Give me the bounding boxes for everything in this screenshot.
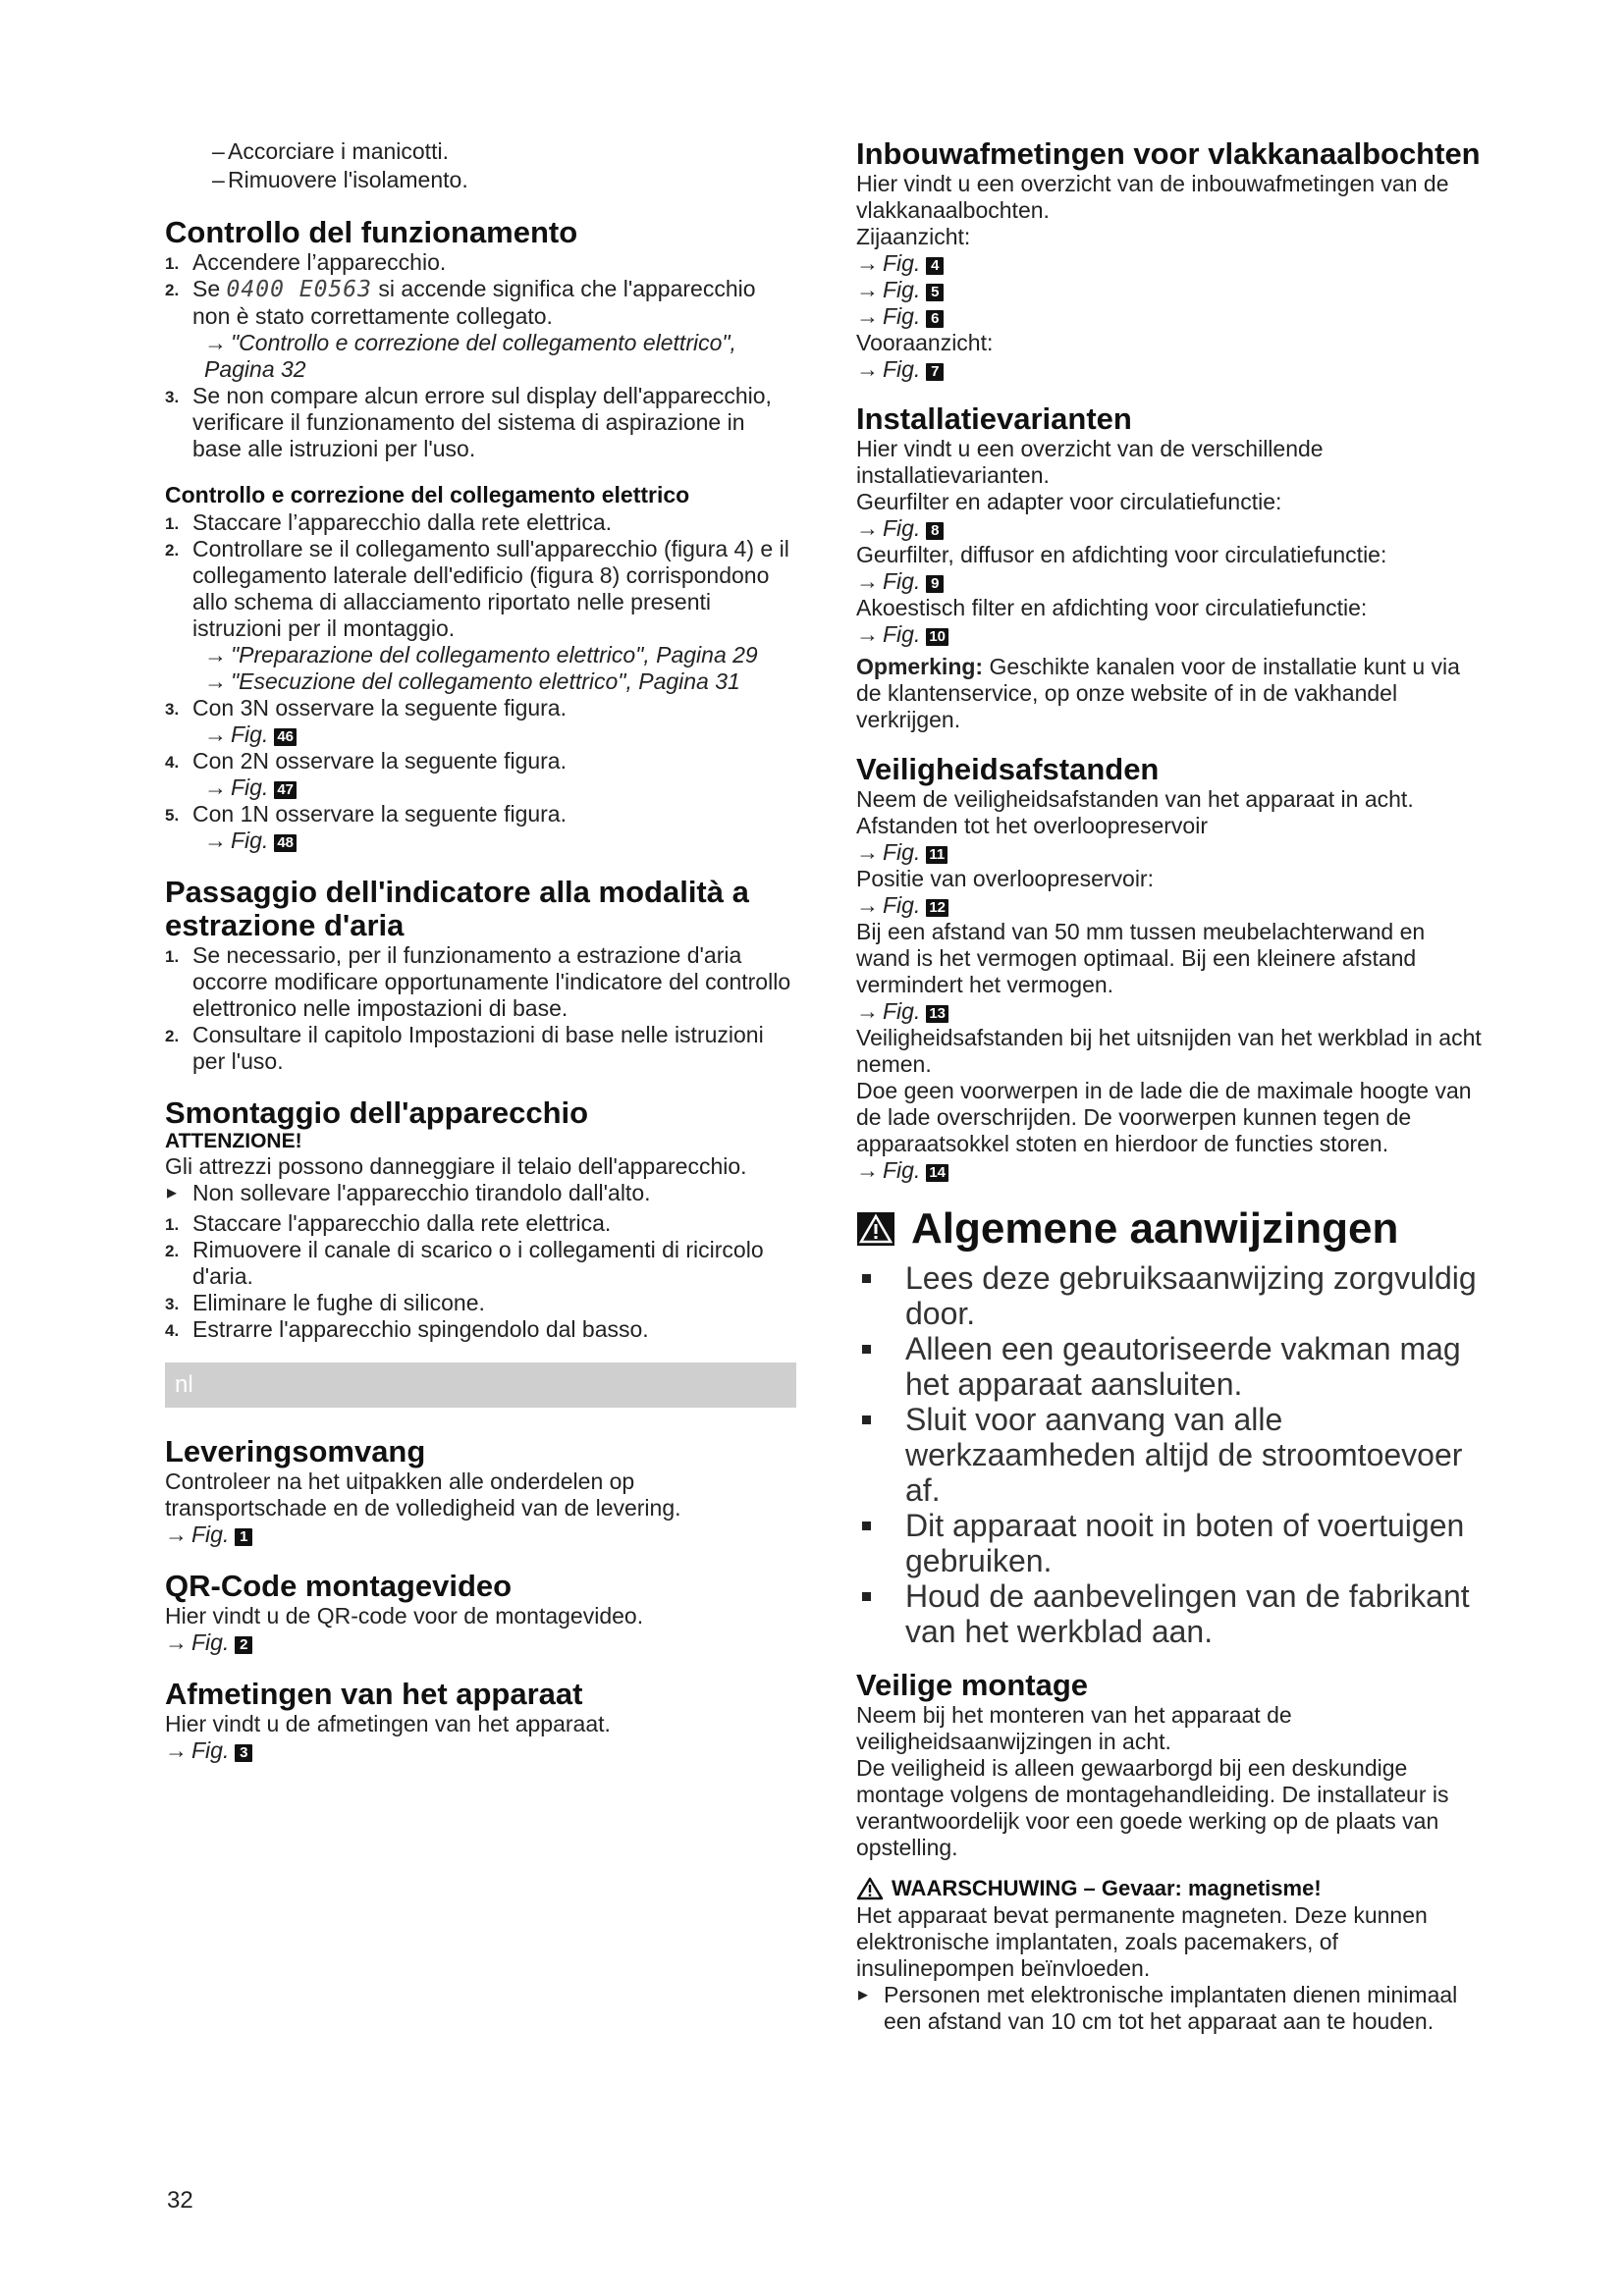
list-item: 3. Con 3N osservare la seguente figura. → Fig. 46 (165, 695, 796, 748)
step-text: Staccare l'apparecchio dalla rete elettrica. (192, 1210, 612, 1236)
step-text: Consultare il capitolo Impostazioni di base nelle istruzioni per l'uso. (192, 1022, 764, 1074)
step-text: Accendere l’apparecchio. (192, 249, 447, 275)
step-text: Con 2N osservare la seguente figura. (192, 748, 567, 774)
disassembly-steps (165, 1210, 796, 1343)
step-text: Con 3N osservare la seguente figura. (192, 695, 567, 721)
section-heading-qr-code: QR-Code montagevideo (165, 1569, 513, 1603)
list-item: 1. Staccare l’apparecchio dalla rete elettrica. (165, 509, 613, 535)
step-text: Rimuovere il canale di scarico o i collegamenti di ricircolo d'aria. (192, 1237, 764, 1289)
step-text: Con 1N osservare la seguente figura. (192, 801, 567, 827)
figure-reference: → Fig. 47 (192, 774, 796, 801)
list-item: Houd de aanbevelingen van de fabrikant van het werkblad aan. (856, 1578, 1485, 1649)
side-view-label: Zijaanzicht: (856, 224, 971, 249)
section-heading-exhaust-mode: Passaggio dell'indicatore alla modalità a estrazione d'aria (165, 875, 749, 942)
list-item: ▸ Personen met elektronische implantaten dienen minimaal een afstand van 10 cm tot het apparaat aan te houden. (856, 1982, 1485, 2035)
flat-duct-text: Hier vindt u een overzicht van de inbouwafmetingen van de vlakkanaalbochten. (856, 171, 1449, 223)
distances-text: Veiligheidsafstanden bij het uitsnijden van het werkblad in acht nemen. (856, 1025, 1482, 1077)
list-item: 3. Se non compare alcun errore sul display dell'apparecchio, verificare il funzionamento del sistema di aspirazione in base alle istruzioni per l'uso. (165, 383, 772, 461)
list-item: 3. Eliminare le fughe di silicone. (165, 1290, 485, 1315)
cross-reference-text: "Preparazione del collegamento elettrico", Pagina 29 (231, 642, 758, 667)
list-item: 5. Con 1N osservare la seguente figura. → Fig. 48 (165, 801, 796, 854)
dimensions-text: Hier vindt u de afmetingen van het apparaat. (165, 1711, 611, 1736)
figure-number-badge: 10 (926, 628, 948, 646)
figure-reference: → Fig. 6 (856, 303, 1485, 330)
list-item: 4. Estrarre l'apparecchio spingendolo dal basso. (165, 1316, 649, 1342)
section-heading-flat-duct: Inbouwafmetingen voor vlakkanaalbochten (856, 136, 1481, 171)
distances-text: Bij een afstand van 50 mm tussen meubelachterwand en wand is het vermogen optimaal. Bij een kleinere afstand vermindert het vermogen. (856, 919, 1426, 997)
safe-mounting-text: De veiligheid is alleen gewaarborgd bij een deskundige montage volgens de montagehandleiding. De installateur is verantwoordelijk voor een goede werking op de plaats van opstelling. (856, 1755, 1449, 1860)
warning-bullets (856, 1982, 1485, 2035)
figure-reference: → Fig. 9 (856, 568, 1485, 595)
figure-number-badge: 1 (235, 1528, 252, 1546)
step-text: Se non compare alcun errore sul display dell'apparecchio, verificare il funzionamento del sistema di aspirazione in base alle istruzioni per l'uso. (192, 383, 772, 461)
figure-reference: → Fig. 3 (165, 1737, 796, 1764)
figure-reference: → Fig. 12 (856, 892, 1485, 919)
section-heading-disassembly: Smontaggio dell'apparecchio (165, 1095, 589, 1130)
figure-reference: → Fig. 46 (192, 721, 796, 748)
list-item: – Rimuovere l'isolamento. (165, 166, 796, 194)
note-paragraph (856, 654, 1485, 733)
section-heading-function-check: Controllo del funzionamento (165, 215, 578, 249)
figure-reference: → Fig. 4 (856, 250, 1485, 277)
figure-reference: → Fig. 8 (856, 515, 1485, 542)
section-heading-safe-mounting: Veilige montage (856, 1668, 1089, 1702)
figure-reference: → Fig. 7 (856, 356, 1485, 383)
figure-reference: → Fig. 14 (856, 1157, 1485, 1184)
warning-triangle-icon (856, 1877, 884, 1900)
list-item: Sluit voor aanvang van alle werkzaamheden altijd de stroomtoevoer af. (856, 1402, 1485, 1508)
figure-number-badge: 3 (235, 1744, 252, 1762)
figure-number-badge: 48 (274, 834, 297, 852)
figure-number-badge: 5 (926, 284, 944, 301)
section-heading-dimensions: Afmetingen van het apparaat (165, 1677, 583, 1711)
attention-text: Gli attrezzi possono danneggiare il telaio dell'apparecchio. (165, 1153, 747, 1179)
left-column (165, 137, 796, 1764)
list-item: 1. Se necessario, per il funzionamento a estrazione d'aria occorre modificare opportunamente l'indicatore del controllo elettronico nelle impostazioni di base. (165, 942, 791, 1021)
error-code-display: 0400 E0563 (226, 277, 373, 302)
variant-line: Geurfilter, diffusor en afdichting voor circulatiefunctie: (856, 542, 1387, 567)
warning-text: Het apparaat bevat permanente magneten. Deze kunnen elektronische implantaten, zoals pacemakers, of insulinepompen beïnvloeden. (856, 1902, 1428, 1981)
distances-text: Afstanden tot het overloopreservoir (856, 813, 1208, 838)
figure-number-badge: 46 (274, 728, 297, 746)
figure-reference: → Fig. 10 (856, 621, 1485, 648)
disassembly-bullets (165, 1180, 796, 1206)
step-text: Eliminare le fughe di silicone. (192, 1290, 485, 1315)
figure-reference: → Fig. 11 (856, 839, 1485, 866)
section-heading-distances: Veiligheidsafstanden (856, 752, 1160, 786)
distances-text: Doe geen voorwerpen in de lade die de maximale hoogte van de lade overschrijden. De voorwerpen kunnen tegen de apparaatsokkel stoten en hierdoor de functies storen. (856, 1078, 1472, 1156)
figure-number-badge: 4 (926, 257, 944, 275)
figure-number-badge: 8 (926, 522, 944, 540)
figure-reference: → Fig. 48 (192, 828, 796, 854)
list-item: ▸ Non sollevare l'apparecchio tirandolo dall'alto. (165, 1180, 796, 1206)
list-item: Alleen een geautoriseerde vakman mag het apparaat aansluiten. (856, 1331, 1485, 1402)
list-item: 2. Rimuovere il canale di scarico o i collegamenti di ricircolo d'aria. (165, 1237, 764, 1289)
figure-number-badge: 12 (926, 899, 948, 917)
step-text: Staccare l’apparecchio dalla rete elettrica. (192, 509, 613, 535)
front-view-label: Vooraanzicht: (856, 330, 994, 355)
safe-mounting-text: Neem bij het monteren van het apparaat de veiligheidsaanwijzingen in acht. (856, 1702, 1292, 1754)
language-section-bar (165, 1362, 796, 1408)
right-column (856, 137, 1485, 2035)
section-heading-text: Algemene aanwijzingen (911, 1204, 1399, 1253)
figure-number-badge: 7 (926, 363, 944, 381)
figure-number-badge: 13 (926, 1005, 948, 1023)
section-heading-scope: Leveringsomvang (165, 1434, 426, 1468)
variant-line: Akoestisch filter en afdichting voor circulatiefunctie: (856, 595, 1368, 620)
section-heading-electrical-check: Controllo e correzione del collegamento elettrico (165, 482, 690, 507)
figure-number-badge: 47 (274, 781, 297, 799)
exhaust-mode-steps (165, 942, 796, 1075)
section-heading-general (856, 1203, 1485, 1255)
cross-reference-text: "Controllo e correzione del collegamento elettrico", Pagina 32 (204, 330, 736, 382)
figure-number-badge: 11 (926, 846, 947, 864)
variant-line: Geurfilter en adapter voor circulatiefunctie: (856, 489, 1282, 514)
figure-reference: → Fig. 5 (856, 277, 1485, 303)
language-code: nl (175, 1371, 193, 1398)
qr-text: Hier vindt u de QR-code voor de montagevideo. (165, 1603, 644, 1629)
step-text: Se (192, 276, 221, 301)
list-item: – Accorciare i manicotti. (165, 137, 796, 166)
figure-number-badge: 2 (235, 1636, 252, 1654)
warning-heading (856, 1875, 1485, 1902)
warning-heading-text: WAARSCHUWING – Gevaar: magnetisme! (892, 1876, 1322, 1900)
distances-text: Positie van overloopreservoir: (856, 866, 1154, 891)
cross-reference: → "Preparazione del collegamento elettrico", Pagina 29 (204, 642, 758, 667)
distances-text: Neem de veiligheidsafstanden van het apparaat in acht. (856, 786, 1414, 812)
top-list (165, 137, 796, 194)
list-item: 1. Staccare l'apparecchio dalla rete elettrica. (165, 1210, 612, 1236)
list-item: Lees deze gebruiksaanwijzing zorgvuldig door. (856, 1260, 1485, 1331)
cross-reference: → "Esecuzione del collegamento elettrico", Pagina 31 (204, 668, 740, 694)
page-number: 32 (167, 2187, 193, 2214)
step-text: si accende significa che l'apparecchio non è stato correttamente collegato. (192, 276, 756, 329)
variants-text: Hier vindt u een overzicht van de verschillende installatievarianten. (856, 436, 1324, 488)
note-text: Geschikte kanalen voor de installatie kunt u via de klantenservice, op onze website of in de vakhandel verkrijgen. (856, 654, 1460, 732)
list-item: 2. Se 0400 E0563 si accende significa che l'apparecchio non è stato correttamente collegato. → "Controllo e correzione del collegamento elettrico", Pagina 32 (165, 276, 796, 383)
step-text: Estrarre l'apparecchio spingendolo dal basso. (192, 1316, 649, 1342)
scope-text: Controleer na het uitpakken alle onderdelen op transportschade en de volledigheid van de levering. (165, 1468, 681, 1521)
section-heading-variants: Installatievarianten (856, 401, 1132, 436)
figure-reference: → Fig. 1 (165, 1522, 796, 1548)
note-label: Opmerking: (856, 654, 984, 679)
figure-reference: → Fig. 2 (165, 1629, 796, 1656)
step-text: Controllare se il collegamento sull'apparecchio (figura 4) e il collegamento laterale dell'edificio (figura 8) corrispondono allo schema di allacciamento riportato nelle presenti istruzioni per il montaggio. (192, 536, 789, 641)
list-item: 2. Consultare il capitolo Impostazioni di base nelle istruzioni per l'uso. (165, 1022, 764, 1074)
warning-icon (856, 1211, 895, 1247)
figure-number-badge: 6 (926, 310, 944, 328)
electrical-check-steps (165, 509, 796, 854)
cross-reference: → "Controllo e correzione del collegamento elettrico", Pagina 32 (204, 330, 736, 382)
attention-label: ATTENZIONE! (165, 1130, 302, 1152)
figure-number-badge: 9 (926, 575, 944, 593)
general-list (856, 1260, 1485, 1649)
figure-reference: → Fig. 13 (856, 998, 1485, 1025)
step-text: Se necessario, per il funzionamento a estrazione d'aria occorre modificare opportunamente l'indicatore del controllo elettronico nelle impostazioni di base. (192, 942, 791, 1021)
list-item: 1. Accendere l’apparecchio. (165, 249, 447, 275)
cross-reference-text: "Esecuzione del collegamento elettrico", Pagina 31 (231, 668, 740, 694)
list-item: 2. Controllare se il collegamento sull'apparecchio (figura 4) e il collegamento laterale dell'edificio (figura 8) corrispondono allo schema di allacciamento riportato nelle presenti istruzioni per il montaggio. → "Preparazione del collegamento elettrico", Pagina 29 → "Esecuzione del collegamento elettrico", Pagina 31 (165, 536, 796, 695)
figure-number-badge: 14 (926, 1164, 948, 1182)
function-check-steps (165, 249, 796, 462)
list-item: Dit apparaat nooit in boten of voertuigen gebruiken. (856, 1508, 1485, 1578)
list-item: 4. Con 2N osservare la seguente figura. → Fig. 47 (165, 748, 796, 801)
